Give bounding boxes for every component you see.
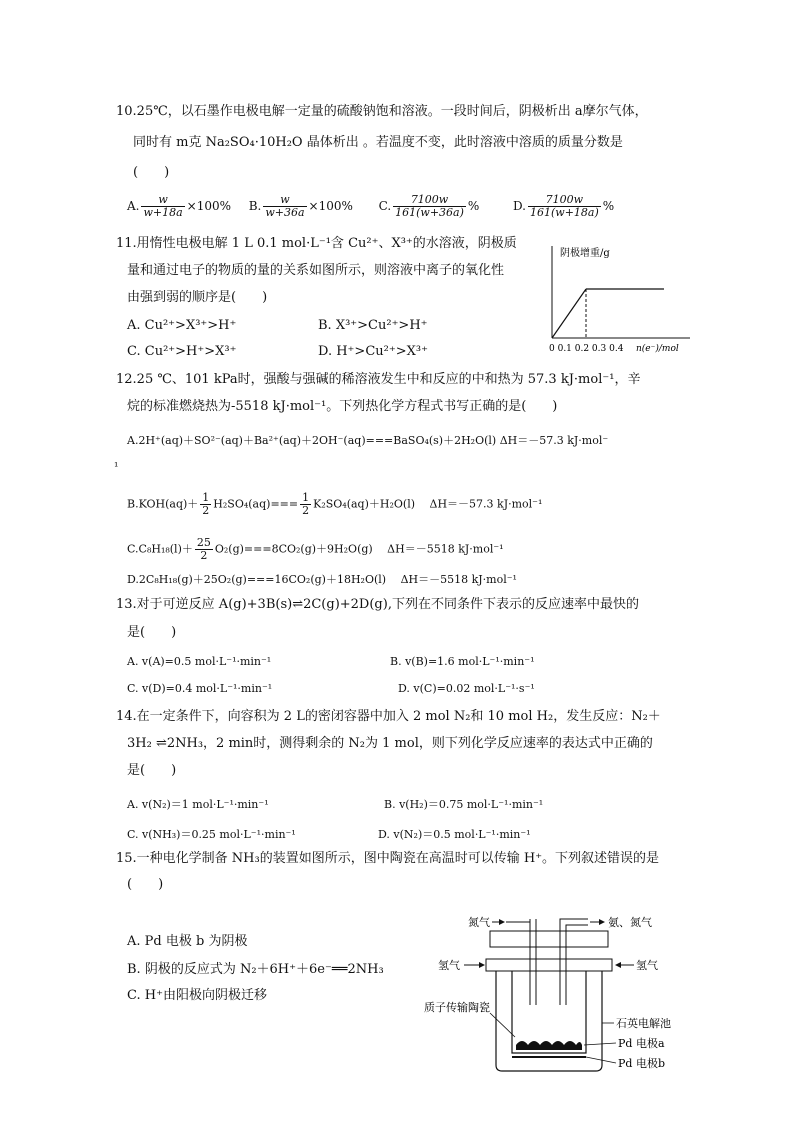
q11-optA: A. Cu²⁺>X³⁺>H⁺ [127,318,237,333]
q10-optC-label: C. [378,199,392,213]
q12-optB-frac1 [200,492,211,517]
q10-optA-label: A. [127,199,140,213]
q12-optC-pre: C.C₈H₁₈(l)＋ [127,542,193,556]
q12-optB [127,492,542,517]
q12-optC-frac-num: 25 [196,536,211,549]
q10-optA-fraction [141,194,184,219]
middle-plate [486,959,612,971]
q14-optB: B. v(H₂)＝0.75 mol·L⁻¹·min⁻¹ [384,798,544,811]
q10-optB-label: B. [248,199,262,213]
top-plate [490,931,608,947]
q15-optA: A. Pd 电极 b 为阴极 [127,934,248,949]
q12-optC-post: O₂(g)===8CO₂(g)＋9H₂O(g) ΔH＝－5518 kJ·mol⁻¹ [214,542,504,556]
q10-optB-tail: ×100% [308,199,353,213]
q12-optD: D.2C₈H₁₈(g)＋25O₂(g)===16CO₂(g)＋18H₂O(l) ΔH＝－5518 kJ·mol⁻¹ [127,573,517,586]
q12-optB-frac2-num: 1 [302,491,310,504]
ceramic-tube [512,971,586,1053]
q10-line2: 同时有 m克 Na₂SO₄·10H₂O 晶体析出 。若温度不变，此时溶液中溶质的质量分数是 [133,135,623,150]
q10-optA-den: w+18a [143,206,183,219]
q10-optA-num: w [141,194,184,207]
q10-optC-fraction [393,194,466,219]
pd-a-leader [584,1043,616,1045]
q12-optB-frac2-den: 2 [302,504,310,517]
graph-rising-line [552,289,586,338]
pd-b-leader [586,1057,616,1063]
q13-optA: A. v(A)=0.5 mol·L⁻¹·min⁻¹ [127,655,272,668]
q10-optD-num: 7100w [528,194,601,207]
q12-optA: A.2H⁺(aq)＋SO²⁻(aq)＋Ba²⁺(aq)＋2OH⁻(aq)===BaSO₄(s)＋2H₂O(l) ΔH＝－57.3 kJ·mol⁻ [127,434,609,447]
q15-line2: ( ) [127,877,164,892]
q10-optD-den: 161(w+18a) [530,206,599,219]
q13-optB: B. v(B)=1.6 mol·L⁻¹·min⁻¹ [390,655,535,668]
graph-xlabel: n(e⁻)/mol [636,344,679,354]
q10-line1: 10.25℃，以石墨作电极电解一定量的硫酸钠饱和溶液。一段时间后，阴极析出 a摩尔气体， [116,104,648,119]
q10-optD-fraction [528,194,601,219]
q14-optD: D. v(N₂)＝0.5 mol·L⁻¹·min⁻¹ [378,828,531,841]
q12-optB-frac1-num: 1 [202,491,210,504]
label-hydrogen-right: 氢气 [636,959,658,972]
q14-optC: C. v(NH₃)＝0.25 mol·L⁻¹·min⁻¹ [127,828,296,841]
q12-line1: 12.25 ℃、101 kPa时，强酸与强碱的稀溶液发生中和反应的中和热为 57.3 kJ·mol⁻¹，辛 [116,372,641,387]
label-nitrogen: 氮气 [468,916,490,929]
q10-optC-num: 7100w [393,194,466,207]
ceramic-leader [490,1013,515,1037]
q10-optB-fraction [263,194,306,219]
q11-optC: C. Cu²⁺>H⁺>X³⁺ [127,344,237,359]
outlet-pipe-inner [566,925,588,1005]
q11-graph [540,240,700,358]
graph-ylabel: 阴极增重/g [560,248,610,259]
q13-line2: 是( ) [127,625,177,640]
q14-optA: A. v(N₂)＝1 mol·L⁻¹·min⁻¹ [127,798,269,811]
q10-optB-num: w [263,194,306,207]
q11-line3: 由强到弱的顺序是( ) [127,290,268,305]
q13-optC: C. v(D)=0.4 mol·L⁻¹·min⁻¹ [127,682,273,695]
q14-line3: 是( ) [127,763,177,778]
q10-paren: ( ) [133,165,170,180]
pd-electrode-a [516,1041,582,1050]
q15-electrolysis-diagram [420,905,710,1080]
q12-optC-frac-den: 2 [200,549,208,562]
q12-optB-frac2 [300,492,311,517]
q11-line2: 量和通过电子的物质的量的关系如图所示，则溶液中离子的氧化性 [127,263,505,278]
q11-optB: B. X³⁺>Cu²⁺>H⁺ [318,318,428,333]
label-pd-b: Pd 电极b [618,1057,665,1070]
q10-optD-tail: % [602,199,615,213]
q10-optC-tail: % [467,199,480,213]
q10-optD-label: D. [512,199,526,213]
label-ceramic: 质子传输陶瓷 [424,1001,490,1014]
q15-line1: 15.一种电化学制备 NH₃的装置如图所示，图中陶瓷在高温时可以传输 H⁺。下列叙述错误的是 [116,851,660,866]
q14-line2: 3H₂ ⇌2NH₃，2 min时，测得剩余的 N₂为 1 mol，则下列化学反应速率的表达式中正确的 [127,736,653,751]
q12-optB-post: K₂SO₄(aq)＋H₂O(l) ΔH＝－57.3 kJ·mol⁻¹ [313,497,543,511]
q10-optC-den: 161(w+36a) [395,206,464,219]
label-hydrogen-left: 氢气 [438,959,460,972]
q15-optB: B. 阴极的反应式为 N₂＋6H⁺＋6e⁻══2NH₃ [127,962,384,977]
q12-optB-frac1-den: 2 [202,504,210,517]
q12-optC [127,537,504,562]
label-quartz: 石英电解池 [616,1017,671,1030]
q13-optD: D. v(C)=0.02 mol·L⁻¹·s⁻¹ [398,682,535,695]
q10-optA-tail: ×100% [186,199,232,213]
q10-options [127,194,614,219]
q12-optB-pre: B.KOH(aq)＋ [127,497,199,511]
q10-optB-den: w+36a [265,206,305,219]
q12-optC-frac [195,537,213,562]
outlet-pipe [560,919,588,1005]
q13-line1: 13.对于可逆反应 A(g)+3B(s)⇌2C(g)+2D(g),下列在不同条件下表示的反应速率中最快的 [116,597,639,612]
label-pd-a: Pd 电极a [618,1037,665,1050]
q12-line2: 烷的标准燃烧热为-5518 kJ·mol⁻¹。下列热化学方程式书写正确的是( ) [127,399,558,414]
q12-optB-mid: H₂SO₄(aq)=== [213,497,299,511]
q11-line1: 11.用惰性电极电解 1 L 0.1 mol·L⁻¹含 Cu²⁺、X³⁺的水溶液，阴极质 [116,236,517,251]
q12-optA-wrap: ¹ [114,460,119,473]
label-ammonia-nitrogen: 氨、氮气 [608,916,652,929]
q11-optD: D. H⁺>Cu²⁺>X³⁺ [318,344,428,359]
q14-line1: 14.在一定条件下，向容积为 2 L的密闭容器中加入 2 mol N₂和 10 mol H₂，发生反应：N₂＋ [116,709,661,724]
graph-ticks: 0 0.1 0.2 0.3 0.4 [549,344,624,354]
q15-optC: C. H⁺由阳极向阴极迁移 [127,988,267,1003]
